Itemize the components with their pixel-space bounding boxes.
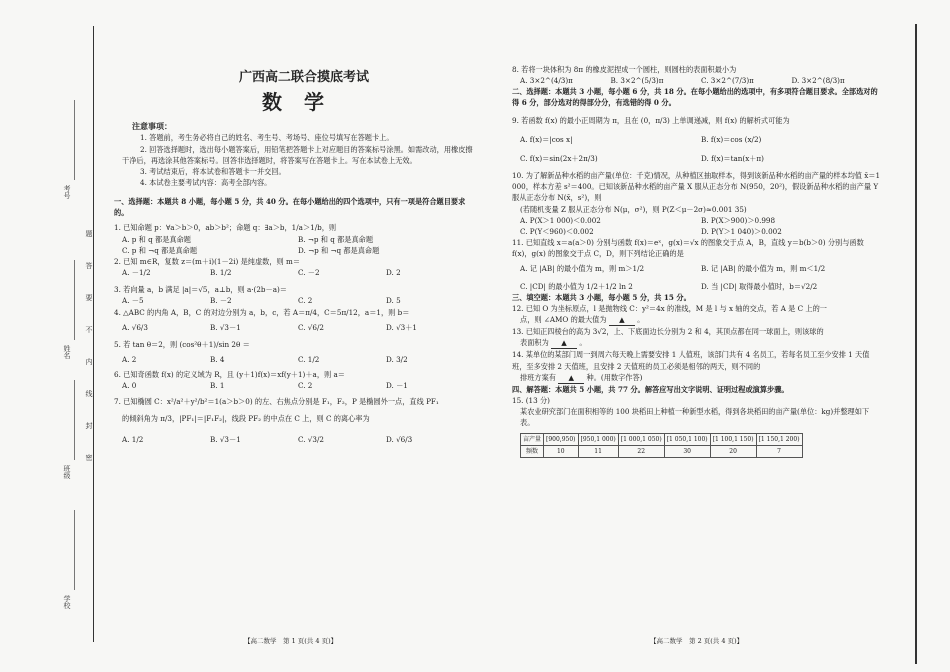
xingming-underline: [74, 260, 75, 340]
notice-item: 1. 答题前，考生务必将自己的姓名、考生号、考场号、座位号填写在答题卡上。: [140, 133, 394, 143]
seal-char: 线: [85, 390, 93, 397]
question-13-text-end: 。: [579, 338, 587, 348]
option-d: D. 3/2: [386, 355, 408, 365]
option-c: C. 2: [298, 296, 313, 306]
subject-title: 数学: [262, 90, 346, 114]
option-a: A. √6/3: [122, 322, 148, 332]
seal-char: 密: [85, 454, 93, 461]
option-a: A. p 和 q 都是真命题: [122, 234, 191, 244]
option-a: A. 1/2: [122, 434, 144, 444]
option-b: B. －2: [210, 296, 232, 306]
option-a: A. f(x)＝|cos x|: [520, 134, 573, 144]
question-12-stem: 12. 已知 O 为坐标原点，l 是抛物线 C：y²＝4x 的准线，M 是 l 与 x 轴的交点，若 A 是 C 上的一: [512, 303, 827, 313]
section-4-heading: 四、解答题：本题共 5 小题，共 77 分。解答应写出文字说明、证明过程或演算步骤。: [512, 384, 789, 394]
notice-item: 4. 本试卷主要考试内容：高考全部内容。: [140, 178, 272, 188]
question-3-options: [114, 295, 474, 306]
page-2-footer: 【高二数学 第 2 页(共 4 页)】: [650, 637, 744, 645]
exam-title: 广西高二联合摸底考试: [238, 70, 369, 85]
section-1-heading: 一、选择题：本题共 8 小题，每小题 5 分，共 40 分。在每小题给出的四个选项中，只有一项是符合题目要求的。: [114, 197, 466, 218]
table-cell: 频数: [521, 445, 544, 457]
question-12-stem-cont: [512, 314, 882, 326]
option-c: C. 2: [298, 381, 313, 391]
notice-item: 2. 回答选择题时，选出每小题答案后，用铅笔把答题卡上对应题目的答案标号涂黑。如需改动，用橡皮擦干净后，再选涂其他答案标号。回答非选择题时，将答案写在答题卡上。写在本试卷上无效。: [122, 144, 473, 165]
question-1-options-row1: [114, 234, 474, 245]
binding-kaohao-label: 考号: [63, 185, 71, 199]
table-cell: [950,1 000): [578, 433, 618, 445]
option-c: C. f(x)＝sin(2x＋2π/3): [520, 153, 598, 163]
question-15-stem: 某农业研究部门在面积相等的 100 块稻田上种植一种新型水稻，得到各块稻田的亩产量(单位：kg)并整理如下表。: [520, 407, 870, 428]
seal-char: 要: [85, 294, 93, 301]
option-c: C. －2: [298, 268, 320, 278]
answer-blank: ▲: [609, 314, 635, 326]
option-b: B. 记 |AB| 的最小值为 m，则 m＜1/2: [701, 264, 826, 274]
question-8-options: [512, 75, 882, 86]
option-d: D. 当 |CD| 取得最小值时，b＝√2/2: [701, 281, 818, 291]
right-border-line: [915, 24, 917, 664]
option-d: D. f(x)＝tan(x＋π): [701, 153, 764, 163]
option-a: A. P(X＞1 000)＜0.002: [520, 215, 601, 225]
question-4-options: [114, 322, 474, 333]
option-a: A. －1/2: [122, 268, 151, 278]
option-a: A. 3×2^(4/3)π: [520, 76, 573, 86]
option-c: C. P(Y＜960)＜0.002: [520, 226, 594, 236]
table-row: [521, 445, 803, 457]
question-10-note: (若随机变量 Z 服从正态分布 N(μ，σ²)，则 P(Z＜μ－2σ)≈0.001 35): [520, 204, 747, 214]
option-b: B. 1: [210, 381, 225, 391]
question-11-stem: 11. 已知直线 x＝a(a＞0) 分别与函数 f(x)＝eˣ，g(x)＝√x 的图象交于点 A，B，直线 y＝b(b＞0) 分别与函数 f(x)，g(x) 的图象交于点 C，D，则下列结论正确的是: [512, 238, 864, 259]
option-c: C. |CD| 的最小值为 1/2＋1/2 ln 2: [520, 281, 633, 291]
notice-heading: 注意事项：: [132, 121, 172, 131]
option-b: B. 4: [210, 355, 225, 365]
option-c: C. 3×2^(7/3)π: [701, 76, 754, 86]
option-a: A. －5: [122, 296, 144, 306]
table-cell: 30: [664, 445, 710, 457]
question-13-text: 表面积为: [520, 338, 549, 348]
question-8-stem: 8. 若将一块体积为 8π 的橡皮泥捏成一个圆柱，则圆柱的表面积最小为: [512, 65, 737, 74]
question-2-options: [114, 267, 474, 278]
section-2-heading: 二、选择题：本题共 3 小题，每小题 6 分，共 18 分。在每小题给出的选项中，有多项符合题目要求。全部选对的得 6 分，部分选对的得部分分，有选错的得 0 分。: [512, 87, 878, 108]
question-6-options: [114, 380, 474, 391]
question-1-stem: 1. 已知命题 p：∀a＞b＞0，ab＞b²；命题 q：∃a＞b，1/a＞1/b，则: [114, 223, 337, 233]
question-14-text: 排班方案有: [520, 372, 556, 382]
option-d: D. 3×2^(8/3)π: [791, 76, 845, 86]
option-d: D. 2: [386, 268, 401, 278]
question-4-stem: 4. △ABC 的内角 A，B，C 的对边分别为 a，b，c，若 A＝π/4，C＝5π/12，a＝1，则 b＝: [114, 307, 410, 317]
question-15-heading: 15. (13 分): [512, 396, 550, 406]
notice-item: 3. 考试结束后，将本试卷和答题卡一并交回。: [140, 166, 286, 176]
table-cell: 20: [710, 445, 756, 457]
question-7-stem-cont: 的倾斜角为 π/3，|PF₁|＝|F₁F₂|，线段 PF₂ 的中点在 C 上，则 C 的离心率为: [122, 413, 370, 423]
table-cell: [1 050,1 100): [664, 433, 710, 445]
option-d: D. ¬p 和 ¬q 都是真命题: [298, 245, 380, 255]
table-cell: 亩产量: [521, 433, 544, 445]
question-9-stem: 9. 若函数 f(x) 的最小正周期为 π，且在 (0，π/3) 上单调递减，则 f(x) 的解析式可能为: [512, 115, 790, 125]
option-d: D. －1: [386, 381, 408, 391]
question-9-options-row2: [512, 153, 882, 164]
question-10-options-row2: [512, 226, 882, 237]
option-b: B. 3×2^(5/3)π: [610, 76, 664, 86]
seal-char: 封: [85, 422, 93, 429]
option-c: C. p 和 ¬q 都是真命题: [122, 245, 198, 255]
yield-frequency-table: [520, 433, 803, 459]
table-cell: [1 150,1 200): [756, 433, 802, 445]
table-cell: 22: [618, 445, 664, 457]
question-13-stem-cont: [512, 337, 882, 349]
question-5-options: [114, 354, 474, 365]
option-a: A. 0: [122, 381, 137, 391]
xuexiao-underline: [74, 510, 75, 590]
left-border-line: [93, 26, 94, 642]
question-7-stem: 7. 已知椭圆 C：x²/a²＋y²/b²＝1(a＞b＞0) 的左、右焦点分别是 F₁，F₂，P 是椭圆外一点，直线 PF₁: [114, 396, 439, 406]
answer-blank: ▲: [558, 372, 584, 384]
left-column: [114, 120, 474, 445]
table-cell: [1 000,1 050): [618, 433, 664, 445]
question-11-options-row2: [512, 281, 882, 292]
option-d: D. √3＋1: [386, 322, 417, 332]
question-13-stem: 13. 已知正四棱台的高为 3√2，上、下底面边长分别为 2 和 4，其顶点都在同一球面上，则该球的: [512, 327, 824, 337]
table-cell: 11: [578, 445, 618, 457]
option-d: D. 5: [386, 296, 401, 306]
binding-banji-label: 班级: [63, 465, 71, 479]
table-cell: 10: [544, 445, 579, 457]
option-b: B. f(x)＝cos (x/2): [701, 134, 762, 144]
seal-char: 答: [85, 262, 93, 269]
option-d: D. P(Y＞1 040)＞0.002: [701, 226, 782, 236]
question-10-stem: 10. 为了解新品种水稻的亩产量(单位：千克)情况，从种植区抽取样本，得到该新品种水稻的亩产量的样本均值 x̄＝1 000，样本方差 s²＝400。已知该新品种水稻的亩产量 X 服从正态分布 N(950，20²)，假设新品种水稻的亩产量 Y 服从正态分布 N(x̄，s²)，则: [512, 171, 881, 203]
binding-xuexiao-label: 学校: [63, 595, 71, 609]
option-a: A. 记 |AB| 的最小值为 m，则 m＞1/2: [520, 264, 645, 274]
question-5-stem: 5. 若 tan θ＝2，则 (cos²θ＋1)/sin 2θ ＝: [114, 339, 250, 349]
seal-char: 题: [85, 230, 93, 237]
option-c: C. 1/2: [298, 355, 320, 365]
option-b: B. 1/2: [210, 268, 232, 278]
option-b: B. ¬p 和 q 都是真命题: [298, 234, 374, 244]
question-14-stem: 14. 某单位的某部门周一到周六每天晚上需要安排 1 人值班，该部门共有 4 名员工，若每名员工至少安排 1 天值班，至多安排 2 天值班，且安排 2 天值班的员工必须是相邻的两天，则不同的: [512, 350, 870, 371]
question-10-options-row1: [512, 215, 882, 226]
table-row: [521, 433, 803, 445]
question-2-stem: 2. 已知 m∈R，复数 z＝(m＋i)(1－2i) 是纯虚数，则 m＝: [114, 256, 301, 266]
question-6-stem: 6. 已知奇函数 f(x) 的定义域为 R，且 (y＋1)f(x)＝xf(y＋1)＋a，则 a＝: [114, 370, 345, 380]
option-c: C. √6/2: [298, 322, 324, 332]
page-1-footer: 【高二数学 第 1 页(共 4 页)】: [244, 637, 338, 645]
binding-xingming-label: 姓名: [63, 345, 71, 359]
table-cell: [900,950): [544, 433, 579, 445]
section-3-heading: 三、填空题：本题共 3 小题，每小题 5 分，共 15 分。: [512, 292, 691, 302]
answer-blank: ▲: [551, 337, 577, 349]
option-b: B. √3－1: [210, 434, 241, 444]
table-cell: 7: [756, 445, 802, 457]
question-11-options-row1: [512, 263, 882, 274]
option-b: B. √3－1: [210, 322, 241, 332]
seal-char: 内: [85, 358, 93, 365]
option-d: D. √6/3: [386, 434, 413, 444]
question-7-options: [114, 434, 474, 445]
seal-char: 不: [85, 326, 93, 333]
question-9-options-row1: [512, 134, 882, 145]
question-14-text-end: 种。(用数字作答): [586, 372, 643, 382]
option-b: B. P(X＞900)＞0.998: [701, 215, 776, 225]
option-c: C. √3/2: [298, 434, 324, 444]
question-1-options-row2: [114, 245, 474, 256]
option-a: A. 2: [122, 355, 137, 365]
banji-underline: [74, 380, 75, 460]
question-3-stem: 3. 若向量 a，b 满足 |a|＝√5，a⊥b，则 a·(2b－a)＝: [114, 285, 287, 295]
question-12-text-end: 。: [637, 314, 645, 324]
question-12-text: 点，则 ∠AMO 的最大值为: [520, 314, 607, 324]
question-14-stem-cont: [512, 372, 882, 384]
table-cell: [1 100,1 150): [710, 433, 756, 445]
right-column: [512, 64, 882, 458]
kaohao-underline: [74, 100, 75, 180]
